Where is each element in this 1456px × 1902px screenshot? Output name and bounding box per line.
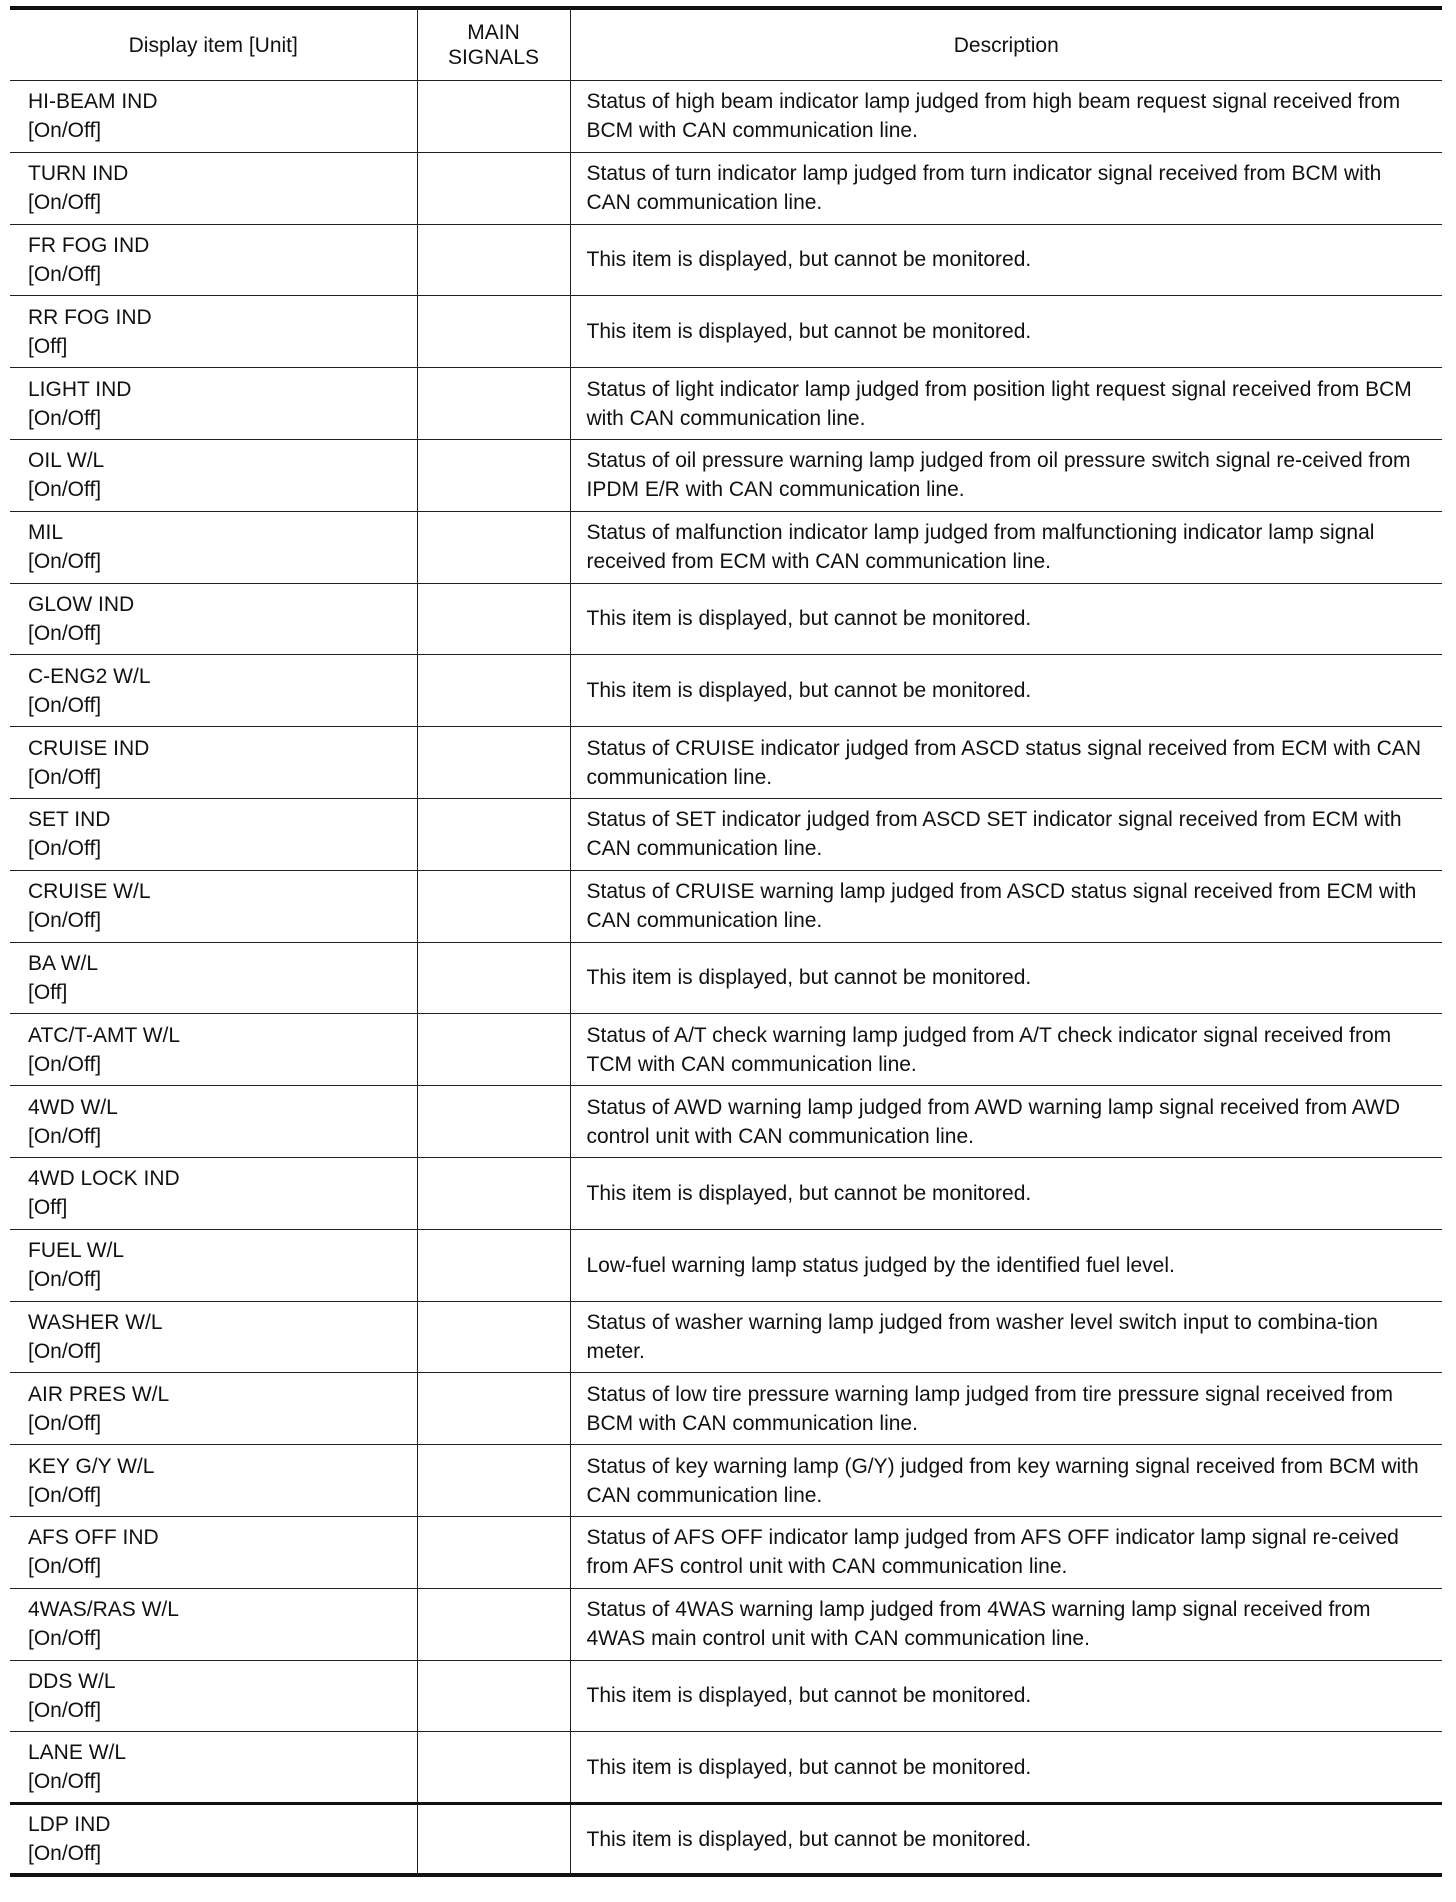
display-item-unit: [On/Off] xyxy=(28,765,102,789)
display-item-unit: [On/Off] xyxy=(28,406,102,430)
display-item-unit: [On/Off] xyxy=(28,909,102,933)
header-main-signals xyxy=(417,8,570,81)
display-item-cell xyxy=(10,511,417,583)
table-row xyxy=(10,1445,1442,1517)
display-item-name: 4WD W/L xyxy=(28,1095,118,1119)
main-signals-cell xyxy=(417,1301,570,1373)
main-signals-cell xyxy=(417,1660,570,1732)
display-item-name: C-ENG2 W/L xyxy=(28,664,151,688)
display-item-unit: [On/Off] xyxy=(28,1770,102,1794)
display-item-unit: [On/Off] xyxy=(28,1698,102,1722)
description-cell: Status of key warning lamp (G/Y) judged from key warning signal received from BCM with CAN communication line. xyxy=(570,1445,1442,1517)
display-item-unit: [On/Off] xyxy=(28,262,102,286)
main-signals-cell xyxy=(417,1445,570,1517)
display-item-unit: [On/Off] xyxy=(28,119,102,143)
header-main-signals-line2: SIGNALS xyxy=(447,46,540,69)
table-row xyxy=(10,1014,1442,1086)
display-item-name: CRUISE IND xyxy=(28,736,150,760)
main-signals-cell xyxy=(417,1229,570,1301)
display-item-name: KEY G/Y W/L xyxy=(28,1454,155,1478)
display-item-cell xyxy=(10,1301,417,1373)
description-cell: Status of malfunction indicator lamp judged from malfunctioning indicator lamp signal received from ECM with CAN communication line. xyxy=(570,511,1442,583)
display-item-unit: [On/Off] xyxy=(28,1627,102,1651)
display-item-name: OIL W/L xyxy=(28,449,105,473)
display-item-name: SET IND xyxy=(28,808,111,832)
main-signals-cell xyxy=(417,296,570,368)
main-signals-cell xyxy=(417,1732,570,1804)
display-item-name: AIR PRES W/L xyxy=(28,1382,170,1406)
table-row xyxy=(10,1301,1442,1373)
description-cell: This item is displayed, but cannot be monitored. xyxy=(570,583,1442,655)
description-cell: Status of SET indicator judged from ASCD SET indicator signal received from ECM with CAN communication line. xyxy=(570,798,1442,870)
display-item-name: AFS OFF IND xyxy=(28,1526,159,1550)
description-cell: Status of turn indicator lamp judged from turn indicator signal received from BCM with CAN communication line. xyxy=(570,152,1442,224)
description-cell: This item is displayed, but cannot be monitored. xyxy=(570,1804,1442,1876)
display-item-unit: [On/Off] xyxy=(28,1339,102,1363)
main-signals-cell xyxy=(417,1516,570,1588)
display-item-unit: [On/Off] xyxy=(28,1124,102,1148)
description-cell: Low-fuel warning lamp status judged by the identified fuel level. xyxy=(570,1229,1442,1301)
display-item-unit: [On/Off] xyxy=(28,1483,102,1507)
display-item-name: DDS W/L xyxy=(28,1669,116,1693)
display-item-cell xyxy=(10,870,417,942)
description-cell: Status of CRUISE indicator judged from ASCD status signal received from ECM with CAN communication line. xyxy=(570,727,1442,799)
table-row xyxy=(10,798,1442,870)
display-item-unit: [On/Off] xyxy=(28,693,102,717)
display-item-cell xyxy=(10,439,417,511)
display-item-cell xyxy=(10,1516,417,1588)
display-item-unit: [On/Off] xyxy=(28,478,102,502)
description-cell: This item is displayed, but cannot be monitored. xyxy=(570,1660,1442,1732)
display-item-name: MIL xyxy=(28,521,64,545)
table-row xyxy=(10,1516,1442,1588)
header-main-signals-line1: MAIN xyxy=(467,21,520,44)
display-item-unit: [On/Off] xyxy=(28,1411,102,1435)
header-description: Description xyxy=(570,8,1442,81)
main-signals-cell xyxy=(417,368,570,440)
main-signals-cell xyxy=(417,942,570,1014)
main-signals-cell xyxy=(417,224,570,296)
display-item-cell xyxy=(10,1157,417,1229)
table-row xyxy=(10,583,1442,655)
main-signals-cell xyxy=(417,1804,570,1876)
table-row xyxy=(10,655,1442,727)
display-item-unit: [On/Off] xyxy=(28,1268,102,1292)
display-item-cell xyxy=(10,1373,417,1445)
description-cell: Status of 4WAS warning lamp judged from 4WAS warning lamp signal received from 4WAS main control unit with CAN communication line. xyxy=(570,1588,1442,1660)
display-item-name: BA W/L xyxy=(28,951,99,975)
table-row xyxy=(10,727,1442,799)
display-item-cell xyxy=(10,798,417,870)
table-row xyxy=(10,1373,1442,1445)
main-signals-cell xyxy=(417,511,570,583)
display-item-name: RR FOG IND xyxy=(28,305,152,329)
main-signals-cell xyxy=(417,583,570,655)
table-row xyxy=(10,224,1442,296)
description-cell: This item is displayed, but cannot be monitored. xyxy=(570,224,1442,296)
display-items-table xyxy=(10,6,1442,1877)
description-cell: Status of high beam indicator lamp judged from high beam request signal received from BCM with CAN communication line. xyxy=(570,81,1442,153)
display-item-cell xyxy=(10,1445,417,1517)
display-item-unit: [On/Off] xyxy=(28,621,102,645)
table-row xyxy=(10,942,1442,1014)
main-signals-cell xyxy=(417,81,570,153)
table-row xyxy=(10,81,1442,153)
table-row xyxy=(10,870,1442,942)
display-item-name: 4WD LOCK IND xyxy=(28,1167,180,1191)
display-item-name: WASHER W/L xyxy=(28,1310,163,1334)
description-cell: Status of CRUISE warning lamp judged from ASCD status signal received from ECM with CAN communication line. xyxy=(570,870,1442,942)
display-item-cell xyxy=(10,655,417,727)
display-item-unit: [Off] xyxy=(28,1196,68,1220)
display-item-name: LDP IND xyxy=(28,1813,111,1837)
display-item-unit: [On/Off] xyxy=(28,1052,102,1076)
main-signals-cell xyxy=(417,727,570,799)
display-item-cell xyxy=(10,583,417,655)
display-item-name: ATC/T-AMT W/L xyxy=(28,1023,181,1047)
description-cell: This item is displayed, but cannot be monitored. xyxy=(570,296,1442,368)
table-row xyxy=(10,439,1442,511)
display-item-cell xyxy=(10,1014,417,1086)
table-body xyxy=(10,81,1442,1876)
display-item-unit: [On/Off] xyxy=(28,1555,102,1579)
display-item-cell xyxy=(10,942,417,1014)
display-item-name: GLOW IND xyxy=(28,592,135,616)
display-item-cell xyxy=(10,296,417,368)
display-item-cell xyxy=(10,152,417,224)
description-cell: This item is displayed, but cannot be monitored. xyxy=(570,1157,1442,1229)
table-row xyxy=(10,152,1442,224)
table-row xyxy=(10,1588,1442,1660)
table-row xyxy=(10,1732,1442,1804)
main-signals-cell xyxy=(417,870,570,942)
display-item-cell xyxy=(10,1229,417,1301)
main-signals-cell xyxy=(417,655,570,727)
table-row xyxy=(10,511,1442,583)
display-item-name: LANE W/L xyxy=(28,1741,127,1765)
table-row xyxy=(10,1086,1442,1158)
description-cell: Status of oil pressure warning lamp judged from oil pressure switch signal re-ceived from IPDM E/R with CAN communication line. xyxy=(570,439,1442,511)
display-item-cell xyxy=(10,81,417,153)
display-item-name: 4WAS/RAS W/L xyxy=(28,1598,179,1622)
description-cell: Status of light indicator lamp judged from position light request signal received from BCM with CAN communication line. xyxy=(570,368,1442,440)
table-header-row xyxy=(10,8,1442,81)
display-item-unit: [Off] xyxy=(28,334,68,358)
table-row xyxy=(10,1804,1442,1876)
table-row xyxy=(10,368,1442,440)
description-cell: Status of AFS OFF indicator lamp judged from AFS OFF indicator lamp signal re-ceived from AFS control unit with CAN communication line. xyxy=(570,1516,1442,1588)
table-row xyxy=(10,1157,1442,1229)
display-item-unit: [On/Off] xyxy=(28,837,102,861)
description-cell: This item is displayed, but cannot be monitored. xyxy=(570,942,1442,1014)
display-item-name: HI-BEAM IND xyxy=(28,90,158,114)
table-row xyxy=(10,1660,1442,1732)
main-signals-cell xyxy=(417,1157,570,1229)
display-item-unit: [On/Off] xyxy=(28,191,102,215)
display-item-cell xyxy=(10,1588,417,1660)
main-signals-cell xyxy=(417,1373,570,1445)
main-signals-cell xyxy=(417,439,570,511)
display-item-cell xyxy=(10,224,417,296)
header-display-item: Display item [Unit] xyxy=(10,8,417,81)
display-item-name: LIGHT IND xyxy=(28,377,132,401)
display-item-unit: [On/Off] xyxy=(28,550,102,574)
description-cell: Status of washer warning lamp judged from washer level switch input to combina-tion meter. xyxy=(570,1301,1442,1373)
display-item-name: TURN IND xyxy=(28,162,129,186)
display-item-cell xyxy=(10,727,417,799)
description-cell: This item is displayed, but cannot be monitored. xyxy=(570,655,1442,727)
display-item-unit: [On/Off] xyxy=(28,1842,102,1866)
display-item-cell xyxy=(10,1660,417,1732)
description-cell: Status of AWD warning lamp judged from AWD warning lamp signal received from AWD control unit with CAN communication line. xyxy=(570,1086,1442,1158)
table-row xyxy=(10,1229,1442,1301)
display-item-cell xyxy=(10,1804,417,1876)
main-signals-cell xyxy=(417,1588,570,1660)
main-signals-cell xyxy=(417,798,570,870)
table-row xyxy=(10,296,1442,368)
main-signals-cell xyxy=(417,1014,570,1086)
description-cell: Status of A/T check warning lamp judged from A/T check indicator signal received from TCM with CAN communication line. xyxy=(570,1014,1442,1086)
display-item-unit: [Off] xyxy=(28,980,68,1004)
description-cell: Status of low tire pressure warning lamp judged from tire pressure signal received from BCM with CAN communication line. xyxy=(570,1373,1442,1445)
main-signals-cell xyxy=(417,1086,570,1158)
display-item-name: FUEL W/L xyxy=(28,1239,125,1263)
display-item-cell xyxy=(10,1086,417,1158)
description-cell: This item is displayed, but cannot be monitored. xyxy=(570,1732,1442,1804)
main-signals-cell xyxy=(417,152,570,224)
display-item-name: CRUISE W/L xyxy=(28,880,151,904)
display-item-name: FR FOG IND xyxy=(28,233,150,257)
display-item-cell xyxy=(10,368,417,440)
display-item-cell xyxy=(10,1732,417,1804)
